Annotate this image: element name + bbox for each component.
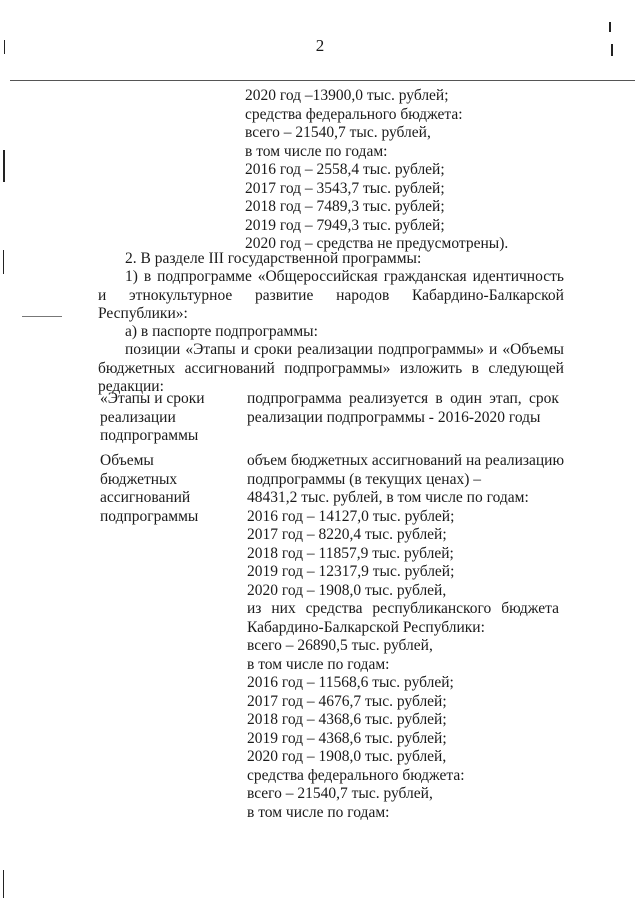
text-line: 2016 год – 2558,4 тыс. рублей; <box>245 161 445 178</box>
text-line: ассигнований <box>100 489 191 506</box>
word: «Этапы <box>185 341 236 358</box>
word: подпрограммы» <box>377 341 485 358</box>
text-line: всего – 26890,5 тыс. рублей, <box>247 637 433 654</box>
word: позиции <box>125 341 181 358</box>
text-line: средства федерального бюджета: <box>245 105 463 123</box>
word: народов <box>336 286 390 304</box>
word: изложить <box>399 359 463 377</box>
word: и <box>489 341 498 358</box>
text-line: подпрограммы <box>100 427 199 444</box>
table-row-1-label <box>100 390 205 446</box>
word: срок <box>529 390 559 407</box>
word: ассигнований <box>184 359 275 377</box>
word: один <box>450 390 482 407</box>
header-rule <box>10 80 635 81</box>
text-line: Объемы <box>100 452 154 469</box>
text-line: всего – 21540,7 тыс. рублей, <box>245 124 431 141</box>
text-line: «Этапы и сроки <box>100 390 205 407</box>
text-line: 2017 год – 4676,7 тыс. рублей; <box>247 692 447 710</box>
word: них <box>271 600 296 617</box>
text-line: подпрограммы (в текущих ценах) – <box>247 470 481 488</box>
text-line: в том числе по годам: <box>247 803 390 821</box>
text-line: в том числе по годам: <box>245 142 388 160</box>
word: республиканского <box>372 600 492 617</box>
text-line: 2020 год – 1908,0 тыс. рублей, <box>247 581 447 599</box>
word: подпрограмме <box>157 268 252 285</box>
text-line: 2019 год – 4368,6 тыс. рублей; <box>247 729 447 747</box>
text-line: 48431,2 тыс. рублей, в том числе по годам: <box>247 489 529 506</box>
scan-mark <box>611 44 613 56</box>
word: подпрограмма <box>247 390 342 407</box>
word: сроки <box>254 341 293 358</box>
table-row-2-label <box>100 452 198 526</box>
scan-mark <box>3 150 5 182</box>
word: идентичность <box>472 268 564 285</box>
text-line: 2020 год –13900,0 тыс. рублей; <box>245 87 449 104</box>
word: подпрограммы» <box>284 359 391 377</box>
text-line: реализации <box>100 408 176 426</box>
item-1-paragraph <box>98 268 564 324</box>
word: гражданская <box>383 268 467 285</box>
word: Кабардино-Балкарской <box>412 286 564 304</box>
text-line: бюджетных <box>100 470 178 488</box>
text-line: всего – 21540,7 тыс. рублей, <box>247 785 433 802</box>
text-line: средства федерального бюджета: <box>247 766 465 784</box>
justified-line <box>125 268 564 287</box>
scan-mark <box>4 40 5 54</box>
word: этап, <box>489 390 522 407</box>
text-line: 2020 год – 1908,0 тыс. рублей, <box>247 748 447 765</box>
word: бюджетных <box>98 359 176 377</box>
word: реализуется <box>349 390 429 407</box>
text-line: 2019 год – 12317,9 тыс. рублей; <box>247 563 455 580</box>
word: реализации <box>297 341 373 358</box>
text-line: 2017 год – 3543,7 тыс. рублей; <box>245 179 445 197</box>
text-line: объем бюджетных ассигнований на реализацию <box>247 452 565 469</box>
word: из <box>247 600 262 617</box>
justified-line <box>98 287 564 306</box>
text-line: Кабардино-Балкарской Республики: <box>247 618 485 636</box>
text-line: 2019 год – 7949,3 тыс. рублей; <box>245 216 445 234</box>
word: развитие <box>255 286 314 304</box>
text-line: подпрограммы <box>100 507 199 525</box>
table-row-1-value <box>247 390 559 427</box>
text-line: 2018 год – 11857,9 тыс. рублей; <box>247 544 454 562</box>
table-row-2-value <box>247 452 565 822</box>
word: средства <box>305 600 363 617</box>
word: бюджета <box>501 600 559 617</box>
justified-line <box>125 341 564 360</box>
item-a: а) в паспорте подпрограммы: <box>125 323 318 340</box>
text-line: в том числе по годам: <box>247 655 390 673</box>
justified-line <box>247 390 559 409</box>
page-number: 2 <box>315 36 325 55</box>
word: и <box>240 341 249 358</box>
text-line: Республики»: <box>98 305 188 322</box>
section-heading: 2. В разделе III государственной программы: <box>125 250 422 267</box>
word: в <box>435 390 443 407</box>
scan-mark <box>22 316 62 317</box>
previous-funding-block <box>245 87 508 254</box>
text-line: 2020 год – средства не предусмотрены). <box>245 235 509 252</box>
text-line: 2018 год – 7489,3 тыс. рублей; <box>245 198 445 215</box>
text-line: 2018 год – 4368,6 тыс. рублей; <box>247 711 447 728</box>
scan-mark <box>3 250 4 274</box>
scan-mark <box>609 22 611 32</box>
word: «Общероссийская <box>257 268 378 285</box>
text-line: редакции: <box>98 378 164 395</box>
word: в <box>143 268 152 285</box>
scan-mark <box>3 870 4 898</box>
text-line: 2017 год – 8220,4 тыс. рублей; <box>247 526 447 543</box>
text-line: реализации подпрограммы - 2016-2020 годы <box>247 408 541 426</box>
positions-paragraph <box>98 341 564 397</box>
word: и <box>98 286 107 304</box>
text-line: 2016 год – 11568,6 тыс. рублей; <box>247 674 454 691</box>
justified-line <box>98 360 564 379</box>
word: в <box>471 359 479 377</box>
justified-line <box>247 600 559 619</box>
text-line: 2016 год – 14127,0 тыс. рублей; <box>247 507 455 525</box>
word: следующей <box>488 359 564 377</box>
word: 1) <box>125 268 138 285</box>
word: «Объемы <box>502 341 564 358</box>
word: этнокультурное <box>129 286 233 304</box>
